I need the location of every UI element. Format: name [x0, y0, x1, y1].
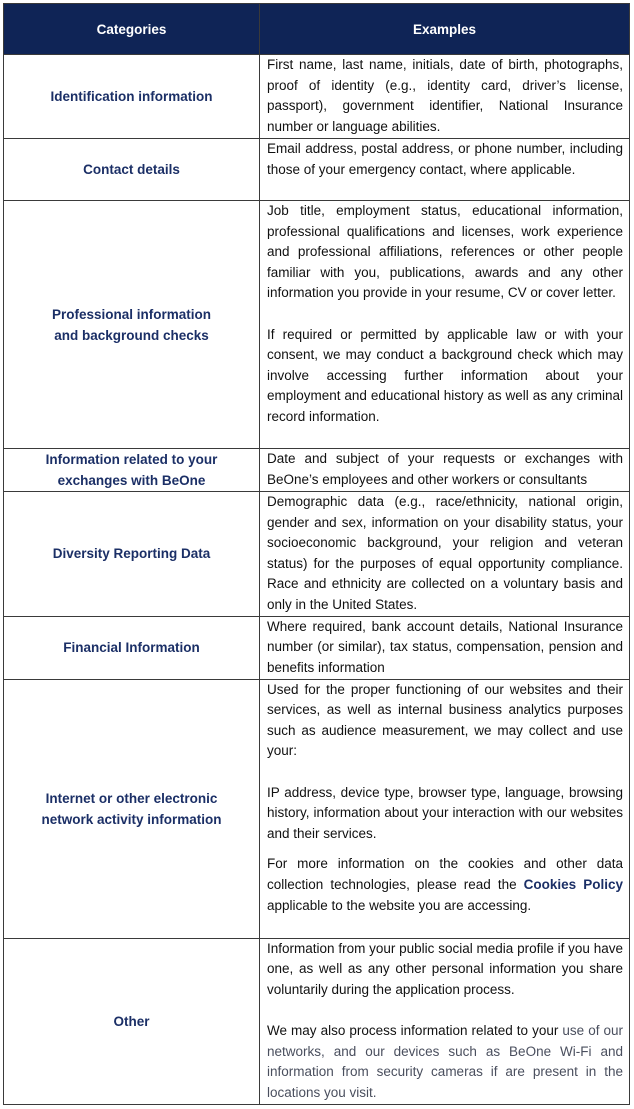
data-categories-table-wrapper: [3, 3, 629, 1105]
category-cell: Information related to your exchanges with BeOne: [4, 449, 260, 492]
examples-cell: [260, 492, 630, 617]
examples-text: Information from your public social media profile if you have one, as well as any other personal information you share voluntarily during the application process.: [267, 940, 623, 997]
examples-cell: [260, 139, 630, 201]
examples-text: [267, 854, 623, 916]
table-row: [4, 139, 630, 201]
examples-text-part: applicable to the website you are accessing.: [267, 897, 532, 913]
table-header-row: [4, 4, 630, 55]
examples-text: First name, last name, initials, date of birth, photographs, proof of identity (e.g., identity card, driver’s license, passport), government identifier, National Insurance number or language abilities.: [267, 57, 623, 134]
category-cell: Diversity Reporting Data: [4, 492, 260, 617]
category-cell: Other: [4, 938, 260, 1104]
examples-text: IP address, device type, browser type, language, browsing history, information about your interaction with our websites and their services.: [267, 784, 623, 841]
examples-text: Demographic data (e.g., race/ethnicity, national origin, gender and sex, information on your disability status, your socioeconomic background, your religion and veteran status) for the purposes of equal opportunity compliance. Race and ethnicity are collected on a voluntary basis and only in the United States.: [267, 494, 623, 612]
examples-text-part: For more information on the cookies and other data collection technologies, please read the: [267, 856, 623, 892]
header-categories: Categories: [4, 4, 260, 55]
examples-text: Date and subject of your requests or exchanges with BeOne’s employees and other workers or consultants: [267, 451, 623, 487]
table-row: [4, 449, 630, 492]
table-row: [4, 938, 630, 1104]
examples-cell: [260, 616, 630, 679]
table-row: [4, 492, 630, 617]
examples-text: [267, 1021, 623, 1103]
category-cell: Contact details: [4, 139, 260, 201]
examples-text: Job title, employment status, educational information, professional qualifications and licenses, work experience and professional affiliations, references or other people familiar with you, publications, awards and any other information you provide in your resume, CV or cover letter.: [267, 203, 623, 301]
category-cell: Internet or other electronic network activity information: [4, 679, 260, 938]
data-categories-table: [3, 3, 630, 1105]
examples-cell: [260, 938, 630, 1104]
table-row: [4, 679, 630, 938]
table-row: [4, 201, 630, 449]
examples-text: Email address, postal address, or phone number, including those of your emergency contact, where applicable.: [267, 141, 623, 177]
examples-cell: [260, 201, 630, 449]
examples-cell: [260, 55, 630, 139]
header-examples: Examples: [260, 4, 630, 55]
cookies-policy-link[interactable]: Cookies Policy: [523, 876, 623, 892]
category-cell: Professional information and background checks: [4, 201, 260, 449]
category-cell: Identification information: [4, 55, 260, 139]
table-row: [4, 55, 630, 139]
category-cell: Financial Information: [4, 616, 260, 679]
examples-text: Used for the proper functioning of our websites and their services, as well as internal business analytics purposes such as audience measurement, we may collect and use your:: [267, 681, 623, 759]
examples-text: If required or permitted by applicable law or with your consent, we may conduct a background check which may involve accessing further information about your employment and educational history as well as any criminal record information.: [267, 326, 623, 424]
examples-text: Where required, bank account details, National Insurance number (or similar), tax status, compensation, pension and benefits information: [267, 618, 623, 675]
examples-text-part: We may also process information related to your: [267, 1022, 563, 1038]
examples-text-part: use of our networks, and our devices such as BeOne Wi-Fi and information from security cameras if are present in the locations you visit.: [267, 1022, 623, 1100]
examples-cell: [260, 449, 630, 492]
table-row: [4, 616, 630, 679]
examples-cell: [260, 679, 630, 938]
